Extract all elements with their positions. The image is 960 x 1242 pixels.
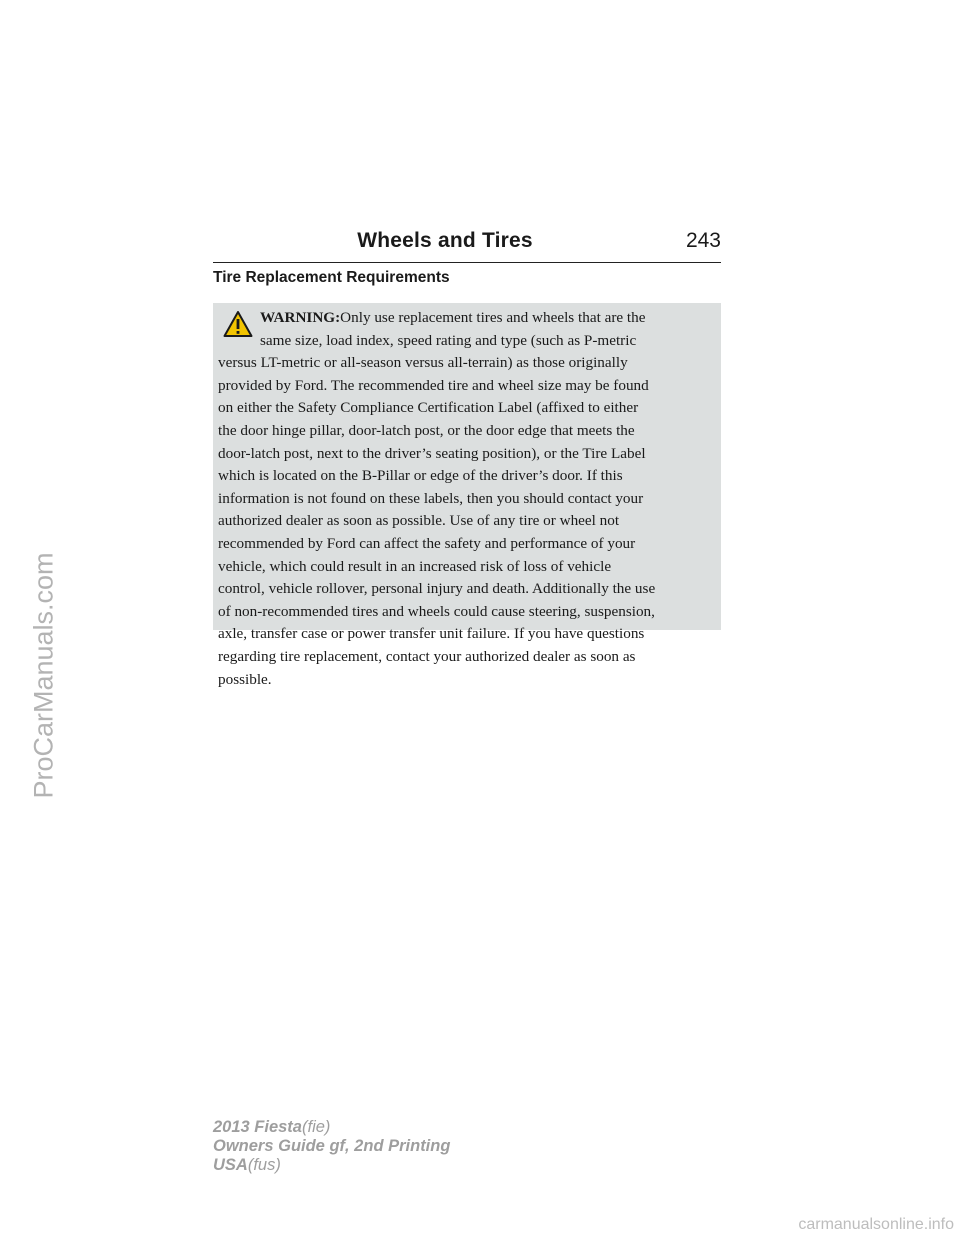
- footer-model-line: [213, 1118, 450, 1137]
- warning-line-16: regarding tire replacement, contact your authorized dealer as soon as: [218, 647, 636, 665]
- warning-line-14: of non-recommended tires and wheels could cause steering, suspension,: [218, 602, 655, 620]
- warning-line-1: WARNING:Only use replacement tires and wheels that are the: [260, 309, 646, 326]
- footer-model: 2013 Fiesta: [213, 1118, 302, 1136]
- warning-line-10: authorized dealer as soon as possible. Use of any tire or wheel not: [218, 512, 620, 530]
- warning-text: [218, 307, 715, 691]
- warning-line-13: control, vehicle rollover, personal injury and death. Additionally the use: [218, 580, 656, 598]
- page-header: [213, 226, 721, 263]
- warning-line-2: same size, load index, speed rating and type (such as P-metric: [260, 331, 637, 349]
- page-footer: [213, 1118, 450, 1175]
- warning-label: WARNING:: [260, 309, 341, 326]
- side-watermark: [22, 510, 66, 840]
- brand-watermark: carmanualsonline.info: [798, 1216, 954, 1233]
- warning-line-15: axle, transfer case or power transfer unit failure. If you have questions: [218, 625, 645, 643]
- warning-line-17: possible.: [218, 670, 272, 688]
- footer-guide: Owners Guide gf, 2nd Printing: [213, 1137, 451, 1155]
- chapter-title: Wheels and Tires: [357, 229, 533, 252]
- warning-line-3: versus LT-metric or all-season versus all-terrain) as those originally: [218, 354, 628, 372]
- warning-box: [213, 303, 721, 688]
- warning-line-7: door-latch post, next to the driver’s seating position), or the Tire Label: [218, 444, 646, 462]
- page-number: 243: [685, 229, 721, 252]
- footer-market-code: (fus): [247, 1156, 281, 1174]
- warning-line-5: on either the Safety Compliance Certification Label (affixed to either: [218, 399, 639, 417]
- warning-triangle-icon: [223, 310, 253, 338]
- section-heading: Tire Replacement Requirements: [213, 269, 450, 286]
- footer-market-line: [213, 1156, 450, 1175]
- warning-line-8: which is located on the B-Pillar or edge of the driver’s door. If this: [218, 467, 623, 485]
- warning-line-6: the door hinge pillar, door-latch post, or the door edge that meets the: [218, 421, 635, 439]
- warning-line-12: vehicle, which could result in an increased risk of loss of vehicle: [218, 557, 612, 575]
- warning-line-4: provided by Ford. The recommended tire and wheel size may be found: [218, 376, 649, 394]
- footer-market: USA: [213, 1156, 248, 1174]
- warning-line-9: information is not found on these labels, then you should contact your: [218, 489, 644, 507]
- warning-line-11: recommended by Ford can affect the safety and performance of your: [218, 534, 636, 552]
- watermark-text: ProCarManuals.com: [28, 551, 59, 799]
- footer-model-code: (fie): [301, 1118, 331, 1136]
